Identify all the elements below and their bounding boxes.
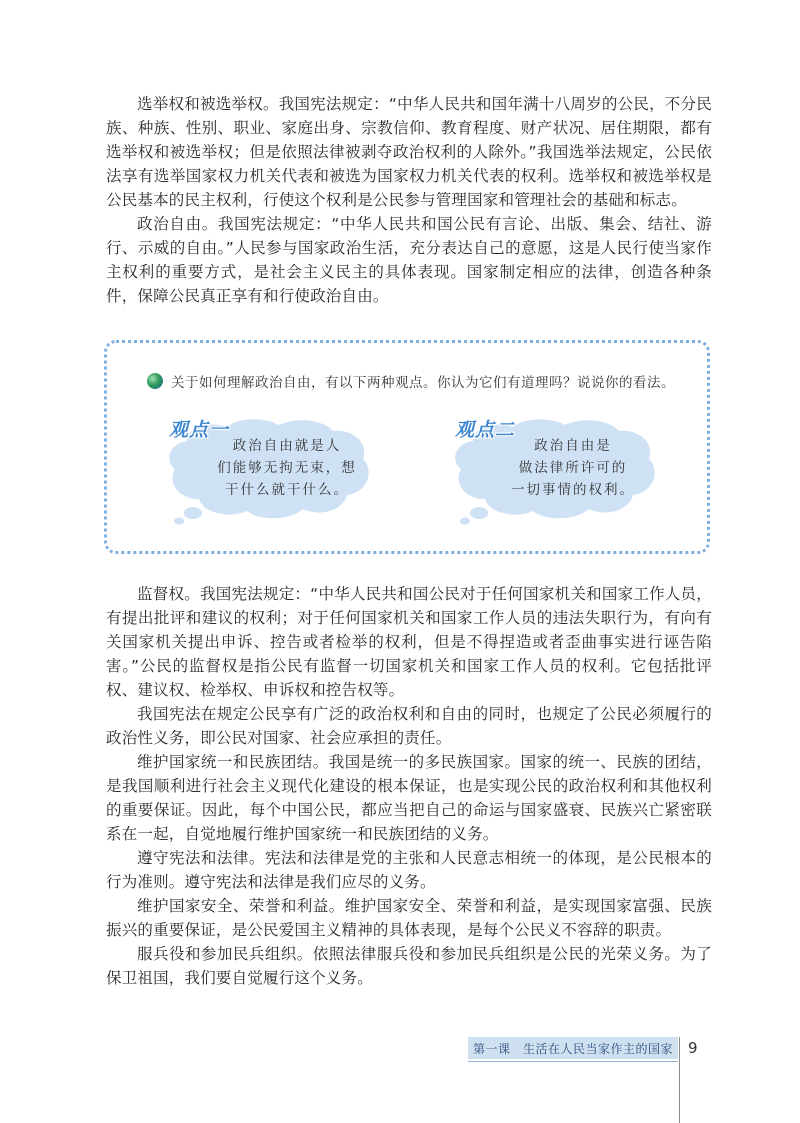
paragraph-military-service: 服兵役和参加民兵组织。依照法律服兵役和参加民兵组织是公民的光荣义务。为了保卫祖国，我们要自觉履行这个义务。 — [106, 945, 712, 987]
viewpoint-line: 做法律所许可的 — [518, 460, 628, 476]
chapter-footer: 第一课 生活在人民当家作主的国家 — [468, 1037, 678, 1059]
paragraph-political-freedom: 政治自由。我国宪法规定：“中华人民共和国公民有言论、出版、集会、结社、游行、示威的自由。”人民参与国家政治生活，充分表达自己的意愿，这是人民行使当家作主权利的重要方式，是社会主义民主的具体表现。国家制定相应的法律，创造各种条件，保障公民真正享有和行使政治自由。 — [106, 215, 712, 305]
discussion-prompt-row — [147, 371, 675, 391]
viewpoint-text — [213, 435, 361, 501]
viewpoint-line: 干什么就干什么。 — [225, 482, 349, 498]
viewpoint-line: 政治自由就是人 — [232, 438, 342, 454]
paragraph-political-duties: 我国宪法在规定公民享有广泛的政治权利和自由的同时，也规定了公民必须履行的政治性义务，即公民对国家、社会应承担的责任。 — [106, 705, 712, 747]
viewpoint-line: 政治自由是 — [534, 438, 612, 454]
viewpoint-text — [499, 435, 647, 501]
viewpoint-line: 们能够无拘无束，想 — [217, 460, 357, 476]
paragraph-national-security: 维护国家安全、荣誉和利益。维护国家安全、荣誉和利益，是实现国家富强、民族振兴的重要保证，是公民爱国主义精神的具体表现，是每个公民义不容辞的职责。 — [106, 897, 712, 939]
globe-icon — [147, 373, 163, 389]
paragraph-election-rights: 选举权和被选举权。我国宪法规定：“中华人民共和国年满十八周岁的公民，不分民族、种族、性别、职业、家庭出身、宗教信仰、教育程度、财产状况、居住期限，都有选举权和被选举权；但是依照法律被剥夺政治权利的人除外。”我国选举法规定，公民依法享有选举国家权力机关代表和被选为国家权力机关代表的权利。选举权和被选举权是公民基本的民主权利，行使这个权利是公民参与管理国家和管理社会的基础和标志。 — [106, 95, 712, 209]
top-text-block — [106, 92, 712, 308]
discussion-box — [104, 340, 710, 554]
viewpoint-line: 一切事情的权利。 — [511, 482, 635, 498]
footer-divider — [468, 1061, 678, 1062]
page-edge-line — [679, 1037, 680, 1123]
viewpoint-tag: 观点一 — [169, 419, 230, 441]
viewpoint-tag: 观点二 — [455, 419, 516, 441]
viewpoint-bubble-1 — [157, 413, 377, 525]
viewpoint-bubble-2 — [443, 413, 663, 525]
paragraph-obey-constitution: 遵守宪法和法律。宪法和法律是党的主张和人民意志相统一的体现，是公民根本的行为准则。遵守宪法和法律是我们应尽的义务。 — [106, 849, 712, 891]
bottom-text-block — [106, 582, 712, 990]
paragraph-national-unity: 维护国家统一和民族团结。我国是统一的多民族国家。国家的统一、民族的团结，是我国顺利进行社会主义现代化建设的根本保证，也是实现公民的政治权利和其他权利的重要保证。因此，每个中国公民，都应当把自己的命运与国家盛衰、民族兴亡紧密联系在一起，自觉地履行维护国家统一和民族团结的义务。 — [106, 753, 712, 843]
page-number: 9 — [688, 1039, 698, 1057]
paragraph-supervision-rights: 监督权。我国宪法规定：“中华人民共和国公民对于任何国家机关和国家工作人员，有提出批评和建议的权利；对于任何国家机关和国家工作人员的违法失职行为，有向有关国家机关提出申诉、控告或者检举的权利，但是不得捏造或者歪曲事实进行诬告陷害。”公民的监督权是指公民有监督一切国家机关和国家工作人员的权利。它包括批评权、建议权、检举权、申诉权和控告权等。 — [106, 585, 712, 699]
discussion-prompt: 关于如何理解政治自由，有以下两种观点。你认为它们有道理吗？说说你的看法。 — [171, 375, 675, 391]
